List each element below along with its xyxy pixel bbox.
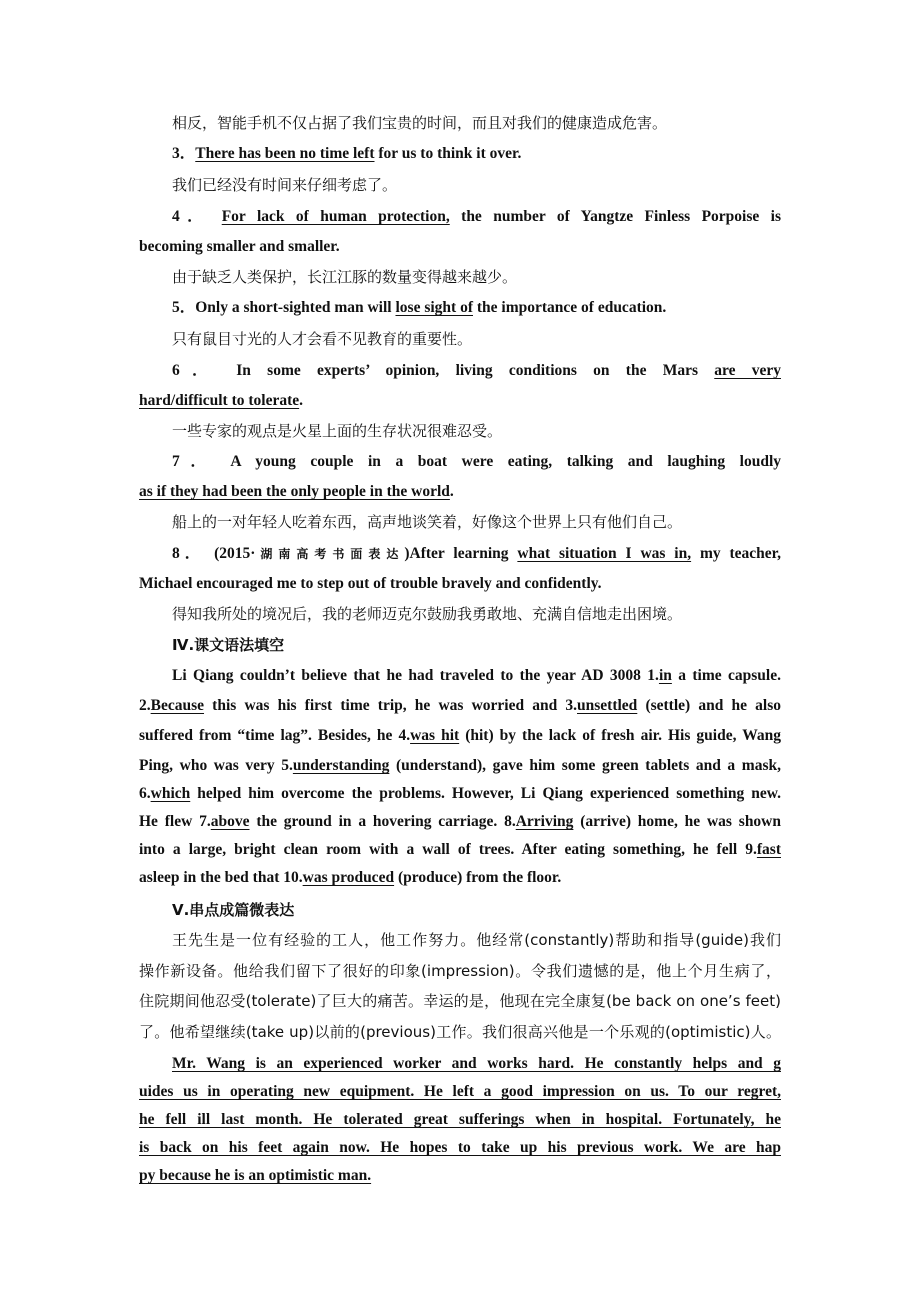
section-heading-iv [139,634,781,656]
passage-line [139,665,781,687]
text-segment: the number of Yangtze Finless Porpoise is [449,208,781,225]
translation-line [139,112,781,134]
text-segment: 6. [139,785,151,802]
answer-line [139,1053,781,1075]
answer-line [139,1165,781,1187]
text-segment: 住院期间他忍受(tolerate)了巨大的痛苦。幸运的是，他现在完全康复(be back on one’s feet) [139,992,781,1010]
sentence-3 [139,143,781,165]
translation-line [139,511,781,533]
text-segment: 6． In some experts’ opinion, living conditions on the Mars [172,362,715,379]
answer-blank: Mr. Wang is an experienced worker and works hard. He constantly helps and g [172,1055,781,1072]
text-segment: 只有鼠目寸光的人才会看不见教育的重要性。 [172,330,473,348]
text-segment: helped him overcome the problems. However, Li Qiang experienced something new. [190,785,781,802]
text-segment: 得知我所处的境况后，我的老师迈克尔鼓励我勇敢地、充满自信地走出困境。 [172,605,683,623]
text-segment: a time capsule. [671,667,781,684]
chinese-passage-line [139,929,781,951]
text-segment: (produce) from the floor. [394,869,562,886]
answer-blank: fast [756,841,781,858]
text-segment: 3． [172,145,196,162]
answer-blank: is back on his feet again now. He hopes to take up his previous work. We are hap [139,1139,781,1156]
text-segment: . [449,483,454,500]
sentence-7-line-1 [139,451,781,473]
passage-line [139,839,781,861]
passage-line [139,811,781,833]
sentence-4-line-1 [139,206,781,228]
passage-line [139,783,781,805]
translation-line [139,603,781,625]
passage-line [139,725,781,747]
translation-line [139,266,781,288]
answer-blank: For lack of human protection, [221,208,450,225]
answer-blank: unsettled [577,697,638,714]
text-segment: 了。他希望继续(take up)以前的(previous)工作。我们很高兴他是一个乐观的(optimistic)人。 [139,1023,781,1041]
sentence-8-line-2 [139,573,781,595]
text-segment: into a large, bright clean room with a wall of trees. After eating something, he fell 9. [139,841,757,858]
answer-blank: Because [150,697,205,714]
text-segment: 操作新设备。他给我们留下了很好的印象(impression)。令我们遗憾的是，他上个月生病了， [139,962,781,980]
text-segment: 王先生是一位有经验的工人，他工作努力。他经常(constantly)帮助和指导(guide)我们 [172,931,781,949]
translation-line [139,174,781,196]
text-segment: Michael encouraged me to step out of trouble bravely and confidently. [139,575,602,592]
text-segment: suffered from “time lag”. Besides, he 4. [139,727,411,744]
sentence-7-line-2 [139,481,781,503]
text-segment: the importance of education. [472,299,667,316]
sentence-4-line-2 [139,236,781,258]
answer-blank: py because he is an optimistic man. [139,1167,372,1184]
chinese-passage-line [139,1021,781,1043]
sentence-8-line-1 [139,543,781,565]
translation-line [139,420,781,442]
answer-blank: uides us in operating new equipment. He left a good impression on us. To our regret, [139,1083,781,1100]
chinese-passage-line [139,990,781,1012]
answer-blank: he fell ill last month. He tolerated great sufferings when in hospital. Fortunately, he [139,1111,781,1128]
text-segment: . [299,392,304,409]
answer-line [139,1081,781,1103]
answer-line [139,1109,781,1131]
text-segment: 8． (2015· [172,545,256,562]
text-segment: asleep in the bed that 10. [139,869,303,886]
answer-blank: are very [714,362,781,379]
answer-blank: as if they had been the only people in the world [139,483,450,500]
text-segment: Ⅴ.串点成篇微表达 [172,901,295,919]
text-segment: my teacher, [691,545,781,562]
text-segment: 5．Only a short-sighted man will [172,299,396,316]
text-segment: (settle) and he also [637,697,781,714]
answer-blank: in [658,667,672,684]
text-segment: this was his first time trip, he was worried and 3. [204,697,577,714]
answer-blank: There has been no time left [195,145,375,162]
text-segment: Li Qiang couldn’t believe that he had traveled to the year AD 3008 1. [172,667,659,684]
text-segment: becoming smaller and smaller. [139,238,340,255]
answer-blank: hard/difficult to tolerate [139,392,300,409]
answer-line [139,1137,781,1159]
text-segment: 一些专家的观点是火星上面的生存状况很难忍受。 [172,422,503,440]
text-segment: 相反，智能手机不仅占据了我们宝贵的时间，而且对我们的健康造成危害。 [172,114,668,132]
answer-blank: lose sight of [395,299,473,316]
text-segment: 我们已经没有时间来仔细考虑了。 [172,176,398,194]
text-segment: He flew 7. [139,813,211,830]
passage-line [139,755,781,777]
answer-blank: understanding [292,757,390,774]
text-segment: for us to think it over. [374,145,522,162]
section-heading-v [139,899,781,921]
answer-blank: above [210,813,250,830]
text-segment: Ping, who was very 5. [139,757,293,774]
answer-blank: which [150,785,191,802]
text-segment: (understand), gave him some green tablets and a mask, [389,757,781,774]
text-segment: )After learning [404,545,518,562]
chinese-passage-line [139,960,781,982]
answer-blank: Arriving [515,813,574,830]
sentence-6-line-2 [139,390,781,412]
answer-blank: was hit [410,727,460,744]
text-segment: (hit) by the lack of fresh air. His guide, Wang [459,727,781,744]
text-segment: (arrive) home, he was shown [573,813,781,830]
text-segment: Ⅳ.课文语法填空 [172,636,285,654]
sentence-5 [139,297,781,319]
answer-blank: what situation I was in, [517,545,692,562]
sentence-6-line-1 [139,360,781,382]
source-label: 湖南高考书面表达 [255,547,405,561]
answer-blank: was produced [302,869,395,886]
text-segment: 2. [139,697,151,714]
translation-line [139,328,781,350]
text-segment: the ground in a hovering carriage. 8. [249,813,516,830]
passage-line [139,867,781,889]
text-segment: 4． [172,208,222,225]
text-segment: 7． A young couple in a boat were eating, talking and laughing loudly [172,453,781,470]
passage-line [139,695,781,717]
text-segment: 由于缺乏人类保护，长江江豚的数量变得越来越少。 [172,268,518,286]
text-segment: 船上的一对年轻人吃着东西，高声地谈笑着，好像这个世界上只有他们自己。 [172,513,683,531]
